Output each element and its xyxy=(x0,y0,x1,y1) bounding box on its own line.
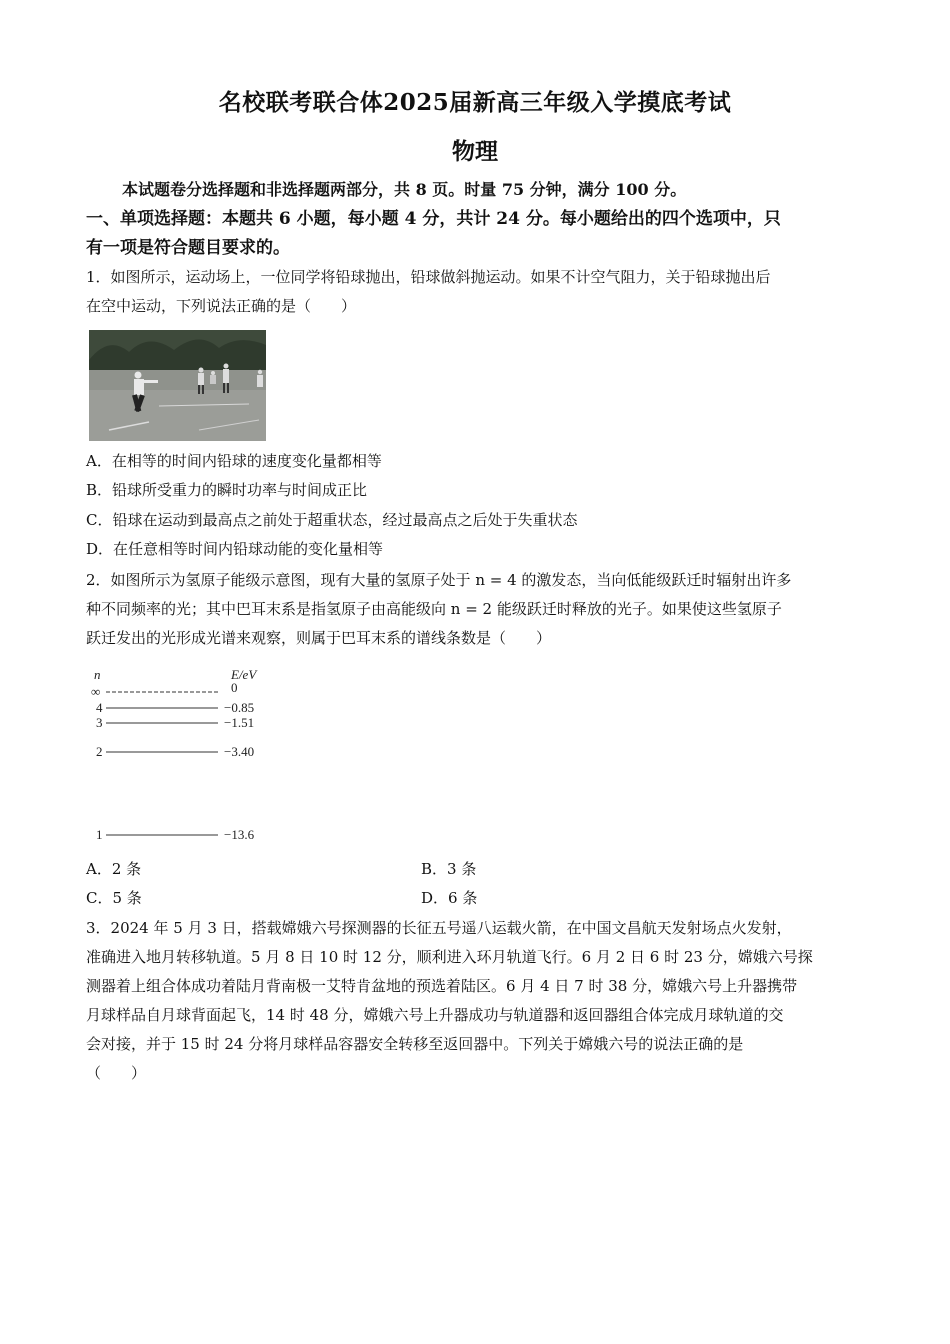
level-infinity-e: 0 xyxy=(231,680,238,695)
level-1-e: −13.6 xyxy=(224,827,255,842)
question-3-line1: 3．2024 年 5 月 3 日，搭载嫦娥六号探测器的长征五号遥八运载火箭，在中国文昌航天发射场点火发射， xyxy=(86,919,792,937)
section-heading xyxy=(86,205,866,263)
shot-put-photo xyxy=(89,330,266,441)
question-2-option-c: C．5 条 xyxy=(86,889,142,907)
question-3-line4: 月球样品自月球背面起飞，14 时 48 分，嫦娥六号上升器成功与轨道器和返回器组合体完成月球轨道的交 xyxy=(86,1006,784,1024)
level-3-n: 3 xyxy=(96,715,103,730)
shot-put-photo-drawing xyxy=(89,330,266,441)
section-heading-line1: 一、单项选择题：本题共 6 小题，每小题 4 分，共计 24 分。每小题给出的四个选项中，只 xyxy=(86,209,781,229)
question-2-option-a: A．2 条 xyxy=(86,860,142,878)
question-3-line6: （ ） xyxy=(86,1064,147,1082)
level-infinity-n: ∞ xyxy=(91,684,101,699)
energy-axis-label: E/eV xyxy=(231,667,257,682)
question-1-line2: 在空中运动，下列说法正确的是（ ） xyxy=(86,297,357,315)
question-2-option-b: B．3 条 xyxy=(421,860,477,878)
question-1-option-d: D．在任意相等时间内铅球动能的变化量相等 xyxy=(86,540,384,558)
level-4-n: 4 xyxy=(96,700,103,715)
question-2-line1: 2．如图所示为氢原子能级示意图，现有大量的氢原子处于 n = 4 的激发态，当向低能级跃迁时辐射出许多 xyxy=(86,571,792,589)
section-heading-line2: 有一项是符合题目要求的。 xyxy=(86,238,290,258)
level-2-e: −3.40 xyxy=(224,744,255,759)
question-1-option-a: A．在相等的时间内铅球的速度变化量都相等 xyxy=(86,452,382,470)
question-2-line3: 跃迁发出的光形成光谱来观察，则属于巴耳末系的谱线条数是（ ） xyxy=(86,629,552,647)
level-4-e: −0.85 xyxy=(224,700,255,715)
question-3-stem xyxy=(86,914,876,1088)
energy-level-diagram xyxy=(86,664,286,846)
exam-intro: 本试题卷分选择题和非选择题两部分，共 8 页。时量 75 分钟，满分 100 分。 xyxy=(122,180,687,199)
level-1-n: 1 xyxy=(96,827,103,842)
n-axis-label: n xyxy=(94,667,101,682)
level-2-n: 2 xyxy=(96,744,103,759)
question-1-option-b: B．铅球所受重力的瞬时功率与时间成正比 xyxy=(86,481,368,499)
question-1-option-c: C．铅球在运动到最高点之前处于超重状态，经过最高点之后处于失重状态 xyxy=(86,511,578,529)
question-2-option-d: D．6 条 xyxy=(421,889,478,907)
question-2-line2: 种不同频率的光；其中巴耳末系是指氢原子由高能级向 n = 2 能级跃迁时释放的光子。如果使这些氢原子 xyxy=(86,600,782,618)
question-3-line2: 准确进入地月转移轨道。5 月 8 日 10 时 12 分，顺利进入环月轨道飞行。6 月 2 日 6 时 23 分，嫦娥六号探 xyxy=(86,948,813,966)
question-1-line1: 1．如图所示，运动场上，一位同学将铅球抛出，铅球做斜抛运动。如果不计空气阻力，关于铅球抛出后 xyxy=(86,268,771,286)
question-3-line5: 会对接，并于 15 时 24 分将月球样品容器安全转移至返回器中。下列关于嫦娥六号的说法正确的是 xyxy=(86,1035,744,1053)
question-3-line3: 测器着上组合体成功着陆月背南极一艾特肯盆地的预选着陆区。6 月 4 日 7 时 38 分，嫦娥六号上升器携带 xyxy=(86,977,798,995)
question-2-stem xyxy=(86,566,876,653)
level-3-e: −1.51 xyxy=(224,715,255,730)
exam-title: 名校联考联合体2025届新高三年级入学摸底考试 xyxy=(218,89,732,116)
question-1-stem xyxy=(86,263,876,321)
subject-title: 物理 xyxy=(452,138,498,165)
